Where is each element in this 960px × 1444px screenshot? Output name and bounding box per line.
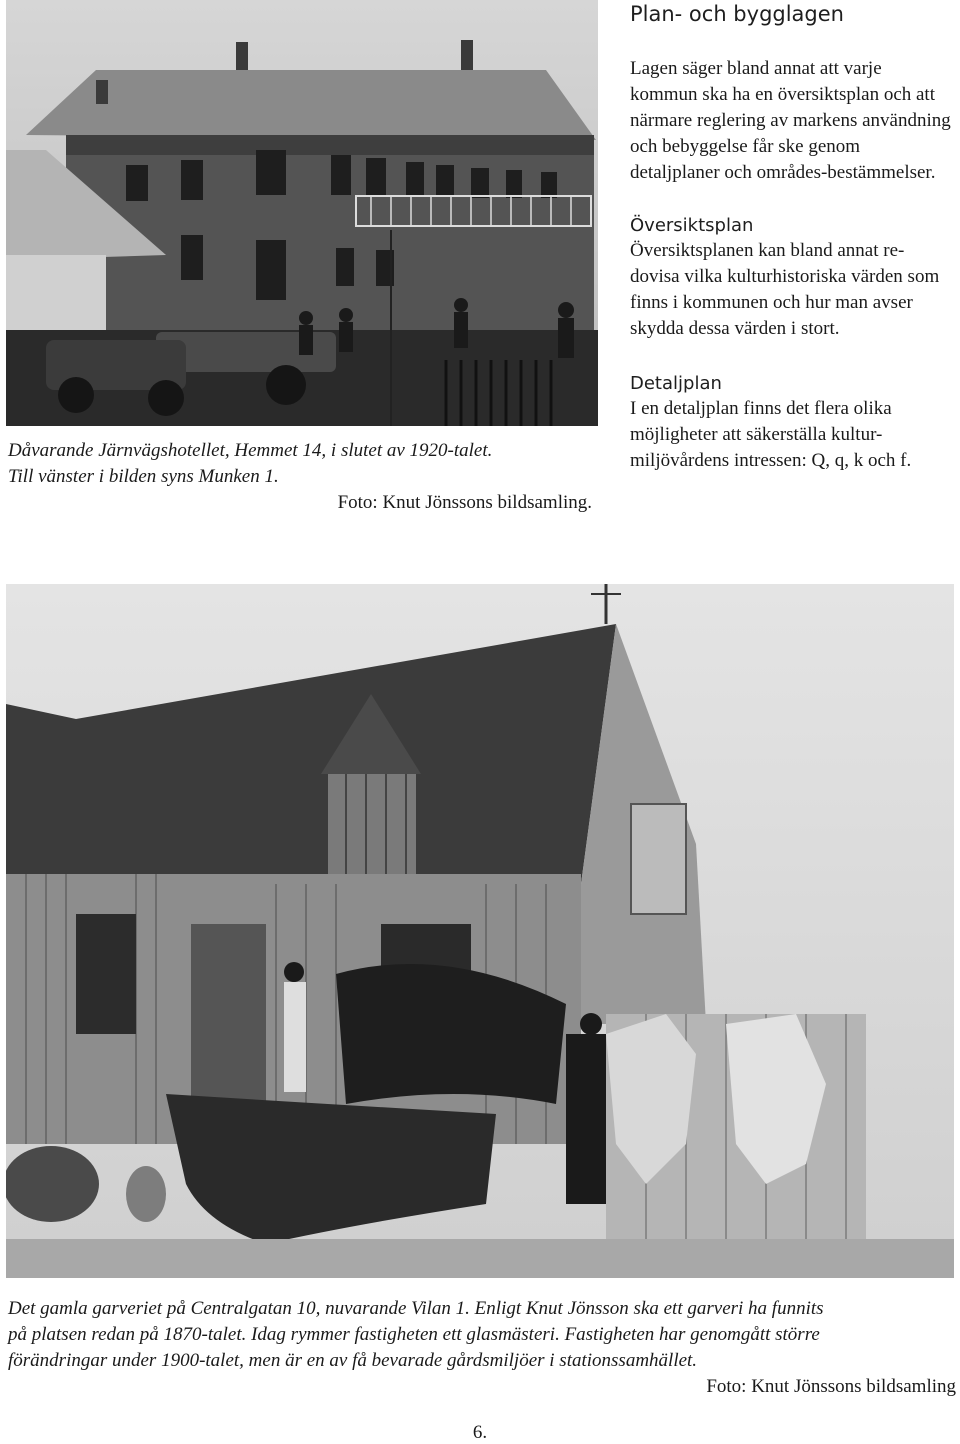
hotel-photo-credit: Foto: Knut Jönssons bildsamling. <box>337 492 592 513</box>
tannery-caption-line1: Det gamla garveriet på Centralgatan 10, nuvarande Vilan 1. Enligt Knut Jönsson ska ett garveri ha funnits <box>8 1298 824 1319</box>
plan-law-sidebar <box>630 0 952 474</box>
tannery-photo-caption <box>8 1296 956 1400</box>
tannery-caption-line3: förändringar under 1900-talet, men är en av få bevarade gårdsmiljöer i stationssamhället. <box>8 1350 698 1371</box>
hotel-caption-line1: Dåvarande Järnvägshotellet, Hemmet 14, i slutet av 1920-talet. <box>8 440 493 461</box>
sidebar-title: Plan- och bygglagen <box>630 2 844 26</box>
page-number: 6. <box>472 1422 488 1443</box>
tannery-photo-credit: Foto: Knut Jönssons bildsamling <box>706 1376 956 1397</box>
tannery-caption-line2: på platsen redan på 1870-talet. Idag rymmer fastigheten ett glasmästeri. Fastigheten har genomgått större <box>8 1324 820 1345</box>
hotel-photo-caption <box>8 438 598 516</box>
tannery-photo <box>6 584 954 1278</box>
section-heading-detaljplan: Detaljplan <box>630 373 722 394</box>
hotel-photo <box>6 0 598 426</box>
sidebar-intro: Lagen säger bland annat att varje kommun ska ha en översiktsplan och att närmare reglering av markens användning och bebyggelse får ske genom detaljplaner och områdes-bestämmelser. <box>630 58 951 183</box>
hotel-caption-line2: Till vänster i bilden syns Munken 1. <box>8 466 279 487</box>
section-text-detaljplan: I en detaljplan finns det flera olika möjligheter att säkerställa kultur-miljövårdens intressen: Q, q, k och f. <box>630 398 912 471</box>
section-text-oversiktsplan: Översiktsplanen kan bland annat re-dovisa vilka kulturhistoriska värden som finns i kommunen och hur man avser skydda dessa värden i stort. <box>630 240 940 339</box>
section-heading-oversiktsplan: Översiktsplan <box>630 215 754 236</box>
